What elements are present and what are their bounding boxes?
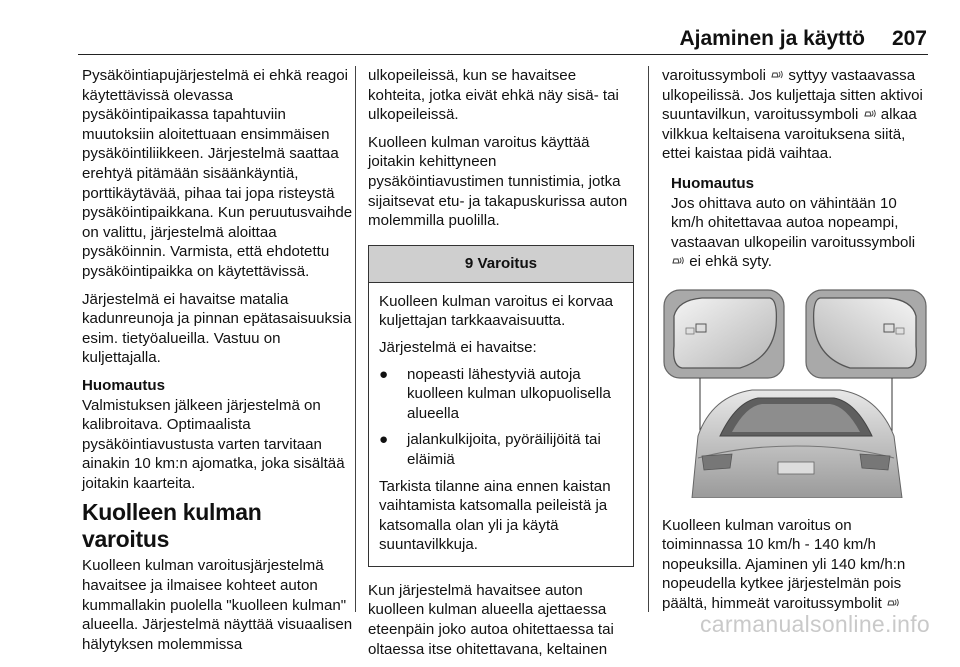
column-divider-1 [355,66,356,612]
page-header [0,0,960,54]
paragraph: Kun järjestelmä havaitsee auton kuolleen kulman alueella ajettaessa eteenpäin joko autoa ohitettaessa tai oltaessa itse ohitettavana, keltainen [368,581,614,658]
paragraph: Kuolleen kulman varoitusjärjestelmä havaitsee ja ilmaisee kohteet auton kummallakin puolella "kuolleen kulman" alueella. Järjestelmä näyttää visuaalisen hälytyksen molemmissa [82,557,353,653]
note-block [662,174,928,272]
paragraph: Kuolleen kulman varoitus käyttää joitakin kehittyneen pysäköintiavustimen tunnistimia, jotka sijaitsevat etu- ja takapuskurissa auton molemmilla puolilla. [368,133,628,230]
list-item: ● jalankulkijoita, pyöräilijöitä tai eläimiä [379,431,601,468]
mirror-illustration [662,286,928,498]
blind-spot-car-icon [671,255,685,266]
section-heading: Kuolleen kulman varoitus [82,499,262,553]
list-item: ● nopeasti lähestyviä autoja kuolleen kulman ulkopuolisella alueella [379,365,611,422]
warning-text: Kuolleen kulman varoitus ei korvaa kuljettajan tarkkaavaisuutta. [379,292,614,330]
bullet-icon: ● [379,431,389,449]
column-2 [368,66,634,667]
column-3 [662,66,928,622]
note-text: Jos ohittava auto on vähintään 10 km/h ohitettavaa autoa nopeampi, vastaavan ulkopeilin varoitussymboli ei ehkä syty. [671,194,916,271]
chapter-title: Ajaminen ja käyttö [679,27,865,50]
warning-list [379,365,625,470]
note-text: Valmistuksen jälkeen järjestelmä on kalibroitava. Optimaalista pysäköintiavustusta varten tarvitaan ainakin 10 km:n ajomatka, joka sisältää joitakin kaarteita. [82,396,345,492]
header-rule [78,54,928,55]
paragraph: Kuolleen kulman varoitus on toiminnassa 10 km/h - 140 km/h nopeuksilla. Ajaminen yli 140 km/h:n nopeudella kytkee järjestelmän pois päältä, himmeät varoitussymbolit [662,516,906,612]
warning-text: Tarkista tilanne aina ennen kaistan vaihtamista katsomalla peileistä ja katsomalla olan yli ja käytä suuntavilkkuja. [379,477,611,554]
note-block [82,376,354,494]
warning-header [369,246,633,283]
column-divider-2 [648,66,649,612]
column-1 [82,66,354,662]
blind-spot-car-icon [770,69,784,80]
warning-title: Varoitus [477,254,538,272]
blind-spot-car-icon [863,108,877,119]
bullet-icon: ● [379,365,389,383]
paragraph: ulkopeileissä, kun se havaitsee kohteita, jotka eivät ehkä näy sisä- tai ulkopeileissä. [368,67,619,124]
note-heading: Huomautus [671,174,755,192]
warning-body [369,283,633,566]
paragraph: varoitussymboli syttyy vastaavassa ulkopeilissä. Jos kuljettaja sitten aktivoi suuntavilkun, varoitussymboli alkaa vilkkua keltaisena varoituksena siitä, ettei kaistaa pidä vaihtaa. [662,67,923,163]
warning-text: Järjestelmä ei havaitse: [379,338,537,356]
paragraph: Pysäköintiapujärjestelmä ei ehkä reagoi käytettävissä olevassa pysäköintipaikassa tapahtuviin muutoksiin aloitettuaan ensimmäisen pysäköintiliikkeen. Järjestelmä saattaa erehtyä pitämään sisäänkäyntiä, porttikäytävää, pihaa tai jopa risteystä pysäköintipaikkana. Kun peruutusvaihde on valittu, järjestelmä aloittaa pysäköinnin. Varmista, että ehdotettu pysäköintipaikka on käytettävissä. [82,67,353,280]
blind-spot-car-icon [886,597,900,608]
paragraph: Järjestelmä ei havaitse matalia kadunreunoja ja pinnan epätasaisuuksia esim. tietyöalueilla. Vastuu on kuljettajalla. [82,290,352,367]
page-number: 207 [891,27,927,50]
warning-triangle-icon: 9 [464,254,474,272]
watermark: carmanualsonline.info [699,611,930,637]
note-heading: Huomautus [82,376,166,394]
warning-box [368,245,634,567]
